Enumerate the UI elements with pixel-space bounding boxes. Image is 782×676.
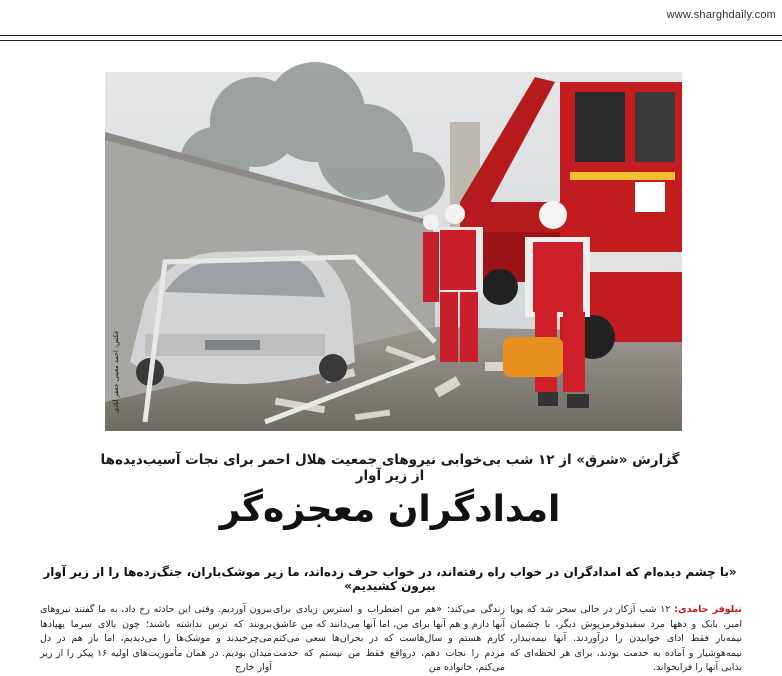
article-photo bbox=[105, 72, 682, 431]
article-pull-quote: «با چشم دیده‌ام که امدادگران در خواب راه رفته‌اند، در خواب حرف زده‌اند، ما زیر موشک‌باران، جنگ‌زده‌ها را از زیر آوار بیرون کشیدیم» bbox=[43, 565, 737, 593]
article-column-1 bbox=[510, 603, 742, 673]
rescue-photo-illustration bbox=[105, 72, 682, 431]
article-headline: امدادگران معجزه‌گر bbox=[219, 489, 561, 530]
header-rule-secondary bbox=[0, 40, 782, 41]
article-column-2 bbox=[273, 603, 505, 673]
article-column-2-text: زندگی می‌کند: «هم من اضطراب و استرس زیادی برای آنها دارم و هم آنها برای من، اما آنها می‌دانند که من عاشق کارم هستم و سال‌هاست که در بحران‌ها سعی می‌کنم مردم را نجات دهم، درواقع فقط من نیستم که خدمت می‌کنم، خانواده من bbox=[273, 604, 505, 673]
photo-credit: عکس: احمد معینی جعفر آبادی bbox=[112, 330, 120, 413]
site-url[interactable]: www.sharghdaily.com bbox=[666, 9, 776, 21]
article-column-3-text: بیرون آوردیم. وقتی این حادثه رخ داد، به ما گفتند نیروهای برونند که ترس نداشته باشند؛ چون بالای سرما پهپادها می‌چرخیدند و موشک‌ها را می‌دیدیم، اما باز هم در دل میدان بودیم. در همان مأموریت‌های اولیه ۱۶ پیکر را از زیر آوار خارج bbox=[40, 604, 272, 673]
header-rule bbox=[0, 35, 782, 36]
article-column-3 bbox=[40, 603, 272, 673]
article-author: نیلوفر حامدی: bbox=[674, 604, 742, 615]
article-column-1-text: ۱۲ شب آژکار در حالی سحر شد که پویا امیر، بابک و دهها مرد سفیدوقرمزپوش دیگر، با چشمان نیمه‌باز فقط ادای خوابیدن را درآوردند. آنها نیمه‌بیدار، نیمه‌هوشیار و آماده به خدمت بودند، برای هر لحظه‌ای که ندایی آنها را فرابخواند. bbox=[510, 604, 742, 673]
article-kicker: گزارش «شرق» از ۱۲ شب بی‌خوابی نیروهای جمعیت هلال احمر برای نجات آسیب‌دیده‌ها از زیر آوار bbox=[100, 452, 680, 484]
